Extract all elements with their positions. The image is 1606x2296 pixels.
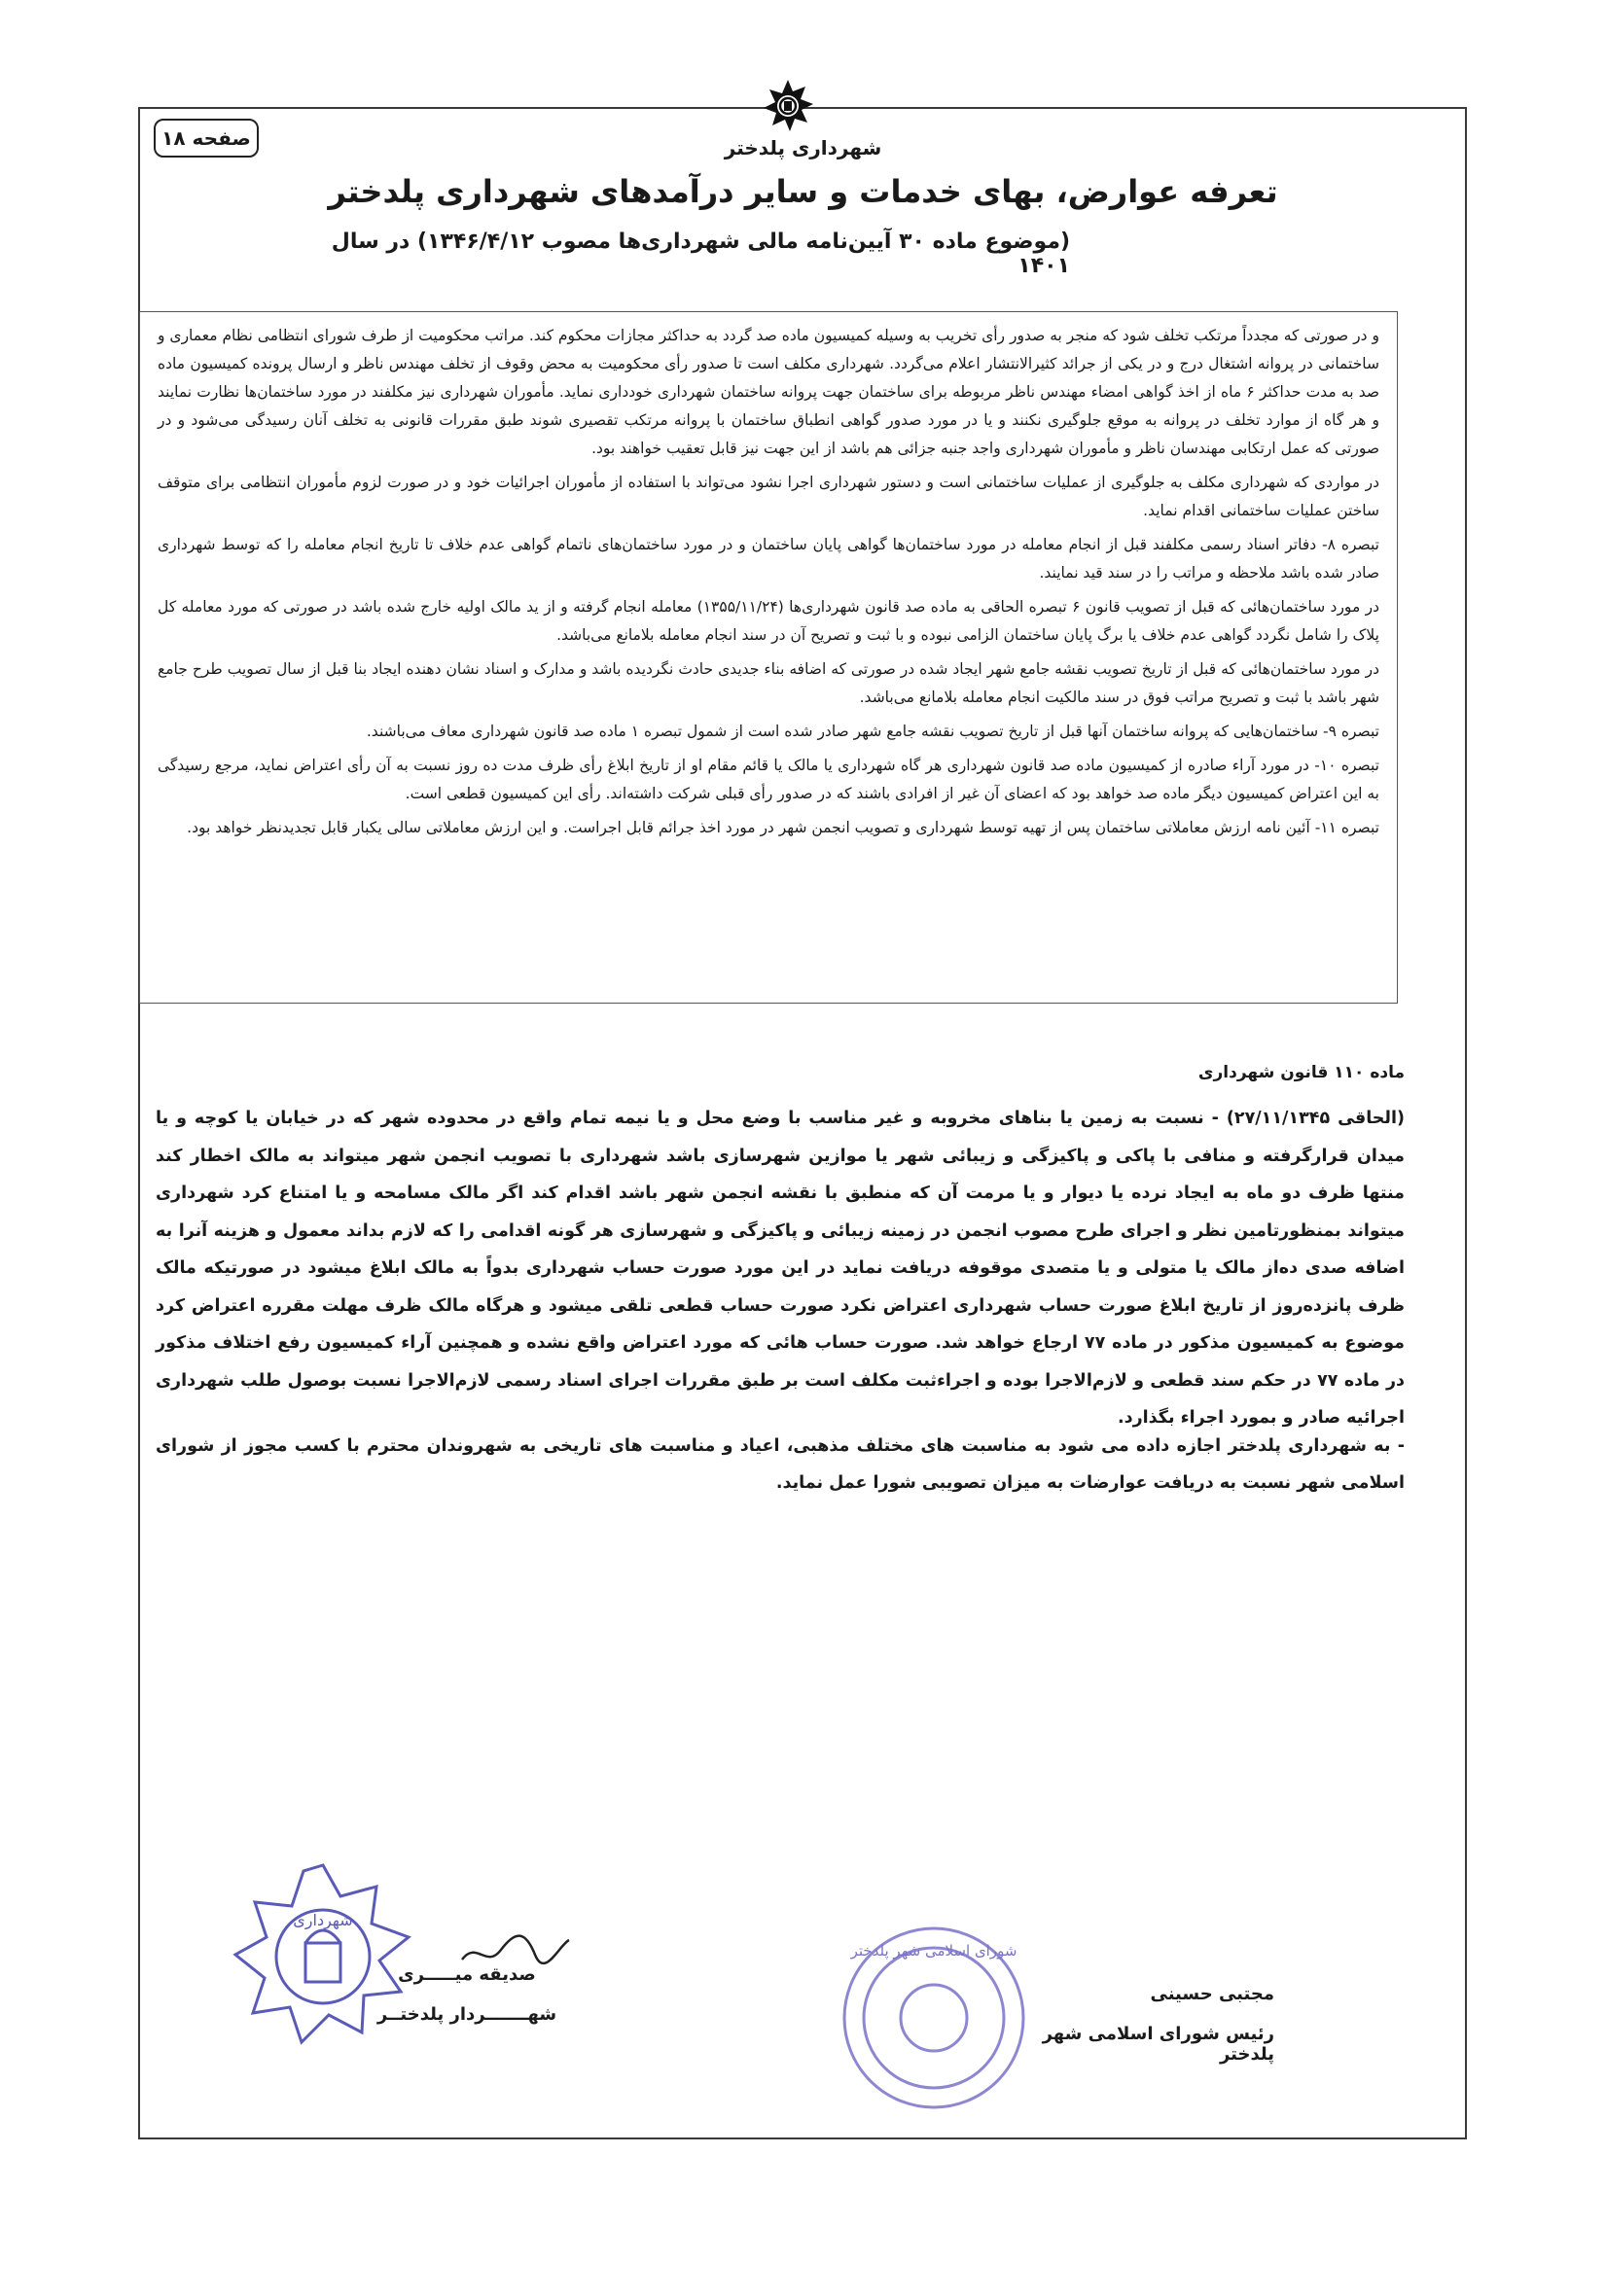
box-paragraph: در مورد ساختمان‌هائی که قبل از تصویب قانون ۶ تبصره الحاقی به ماده صد قانون شهرداری‌ها (۱۳۵۵/۱۱/۲۴) معامله انجام گرفته و از ید مالک اولیه خارج شده باشد در صورتی که مورد معامله کل پلاک را شامل نگردد گواهی عدم خلاف یا برگ پایان ساختمان الزامی نبوده و با ثبت و تصریح آن در سند انجام معامله بلامانع می‌باشد. [158,598,1379,644]
box-paragraph: و در صورتی که مجدداً مرتکب تخلف شود که منجر به صدور رأی تخریب به وسیله کمیسیون ماده صد گردد به حداکثر مجازات محکوم کند. مراتب محکومیت از طرف شورای انتظامی نظام معماری و ساختمانی در پروانه اشتغال درج و در یکی از جرائد کثیرالانتشار اعلام می‌گردد. شهرداری مکلف است تا صدور رأی محکومیت به محض وقوف از تخلف مهندس ناظر و ارسال پرونده کمیسیون ماده صد به مدت حداکثر ۶ ماه از اخذ گواهی امضاء مهندس ناظر مربوطه برای ساختمان جهت پروانه ساختمان شهرداری خودداری نماید. مأموران شهرداری نیز مکلفند در مورد ساختمان‌ها نظارت نمایند و هر گاه از موارد تخلف در پروانه به موقع جلوگیری نکنند و یا در مورد صدور گواهی انطباق ساختمان با پروانه مرتکب تقصیری شوند طبق مقررات قانونی به تخلف آنان رسیدگی می‌شود و در صورتی که عمل ارتکابی مهندسان ناظر و مأموران شهرداری واجد جنبه جزائی هم باشد از این جهت نیز قابل تعقیب خواهند بود. [158,327,1379,457]
council-head-name: مجتبی حسینی [1150,1984,1274,2004]
council-head-title: رئیس شورای اسلامی شهر پلدختر [1042,2024,1274,2065]
document-subtitle: (موضوع ماده ۳۰ آیین‌نامه مالی شهرداری‌ها مصوب ۱۳۴۶/۴/۱۲) در سال ۱۴۰۱ [331,230,1070,278]
box-paragraph: در مواردی که شهرداری مکلف به جلوگیری از عملیات ساختمانی است و دستور شهرداری اجرا نشود می‌تواند با استفاده از مأموران اجرائیات خود و در صورت لزوم مأموران انتظامی برای متوقف ساختن عملیات ساختمانی اقدام نماید. [158,474,1379,519]
article-110-section [156,1063,1405,1437]
box-paragraph: در مورد ساختمان‌هائی که قبل از تاریخ تصویب نقشه جامع شهر ایجاد شده در صورتی که اضافه بناء جدیدی حادث نگردیده باشد و مدارک و اسناد نشان دهنده ایجاد بنا قبل از سال تصویب طرح جامع شهر باشد با ثبت و تصریح مراتب فوق در سند مالکیت انجام معامله بلامانع می‌باشد. [158,660,1379,706]
article-heading: ماده ۱۱۰ قانون شهرداری [1197,1063,1405,1082]
box-paragraph: تبصره ۱۱- آئین نامه ارزش معاملاتی ساختمان پس از تهیه توسط شهرداری و تصویب انجمن شهر در مورد اخذ جرائم قابل اجراست. و این ارزش معاملاتی سالی یکبار قابل تجدیدنظر خواهد بود. [187,819,1379,836]
document-title: تعرفه عوارض، بهای خدمات و سایر درآمدهای شهرداری پلدختر [328,173,1278,210]
municipality-name: شهرداری پلدختر [724,136,882,159]
mayor-title: شهـــــــردار پلدختــر [376,2004,557,2025]
mayor-name: صدیقه میـــــری [398,1964,536,1985]
box-paragraph: تبصره ۸- دفاتر اسناد رسمی مکلفند قبل از انجام معامله در مورد ساختمان‌ها گواهی پایان ساختمان و در مورد ساختمان‌های ناتمام گواهی عدم خلاف تا تاریخ انجام معامله را که توسط شهرداری صادر شده باشد ملاحظه و مراتب را در سند قید نمایند. [158,536,1379,582]
article-body: (الحاقی ۲۷/۱۱/۱۳۴۵) - نسبت به زمین یا بناهای مخروبه و غیر مناسب با وضع محل و یا نیمه تمام واقع در محدوده شهر که در خیابان یا کوچه و یا میدان قرارگرفته و منافی با پاکی و پاکیزگی و زیبائی شهر یا موازین شهرسازی باشد شهرداری با تصویب انجمن شهر میتواند به مالک اخطار کند منتها ظرف دو ماه به ایجاد نرده یا دیوار و یا مرمت آن که منطبق با نقشه انجمن شهر باشد اقدام کند اگر مالک مسامحه و یا امتناع کرد شهرداری میتواند بمنظورتامین نظر و اجرای طرح مصوب انجمن در زمینه زیبائی و پاکیزگی و شهرسازی هر گونه اقدامی را که لازم بداند معمول و هزینه آنرا به اضافه صدی ده‌از مالک یا متولی و یا متصدی موقوفه دریافت نماید در این مورد صورت حساب شهرداری بدواً به مالک ابلاغ میشود در صورتیکه مالک ظرف پانزده‌روز از تاریخ ابلاغ صورت حساب شهرداری اعتراض نکرد صورت حساب قطعی تلقی میشود و هرگاه مالک ظرف مهلت مقرره اعتراض کرد موضوع به کمیسیون مذکور در ماده ۷۷ ارجاع خواهد شد. صورت حساب هائی که مورد اعتراض واقع نشده و همچنین آراء کمیسیون رفع اختلاف مذکور در ماده ۷۷ در حکم سند قطعی و لازم‌الاجرا بوده و اجراءثبت مکلف است بر طبق مقررات اجرای اسناد رسمی لازم‌الاجرا نسبت بوصول طلب شهرداری اجرائیه صادر و بمورد اجراء بگذارد. [156,1109,1405,1428]
box-paragraph: تبصره ۹- ساختمان‌هایی که پروانه ساختمان آنها قبل از تاریخ تصویب نقشه جامع شهر صادر شده است از شمول تبصره ۱ ماده صد قانون شهرداری معاف می‌باشند. [366,723,1379,740]
mayor-signature-block [350,1964,584,2025]
closing-paragraph: - به شهرداری پلدختر اجازه داده می شود به مناسبت های مختلف مذهبی، اعیاد و مناسبت های تاریخی به شهروندان محترم با کسب مجوز از شورای اسلامی شهر نسبت به دریافت عوارضات به میزان تصویبی شورا عمل نماید. [156,1436,1405,1493]
regulation-text-box [139,311,1398,1004]
box-paragraph: تبصره ۱۰- در مورد آراء صادره از کمیسیون ماده صد قانون شهرداری هر گاه شهرداری یا مالک یا قائم مقام او از تاریخ ابلاغ رأی ظرف مدت ده روز نسبت به آن رأی اعتراض نماید، مرجع رسیدگی به این اعتراض کمیسیون دیگر ماده صد خواهد بود که اعضای آن غیر از افرادی باشند که در صدور رأی قبلی شرکت داشته‌اند. رأی این کمیسیون قطعی است. [158,757,1379,802]
council-signature-block [992,1984,1274,2065]
stamp-text: شهرداری [293,1911,353,1929]
page-number-label: صفحه ۱۸ [161,126,251,150]
stamp-text: شورای اسلامی شهر پلدختر [850,1942,1017,1960]
municipality-logo-icon [760,78,816,134]
